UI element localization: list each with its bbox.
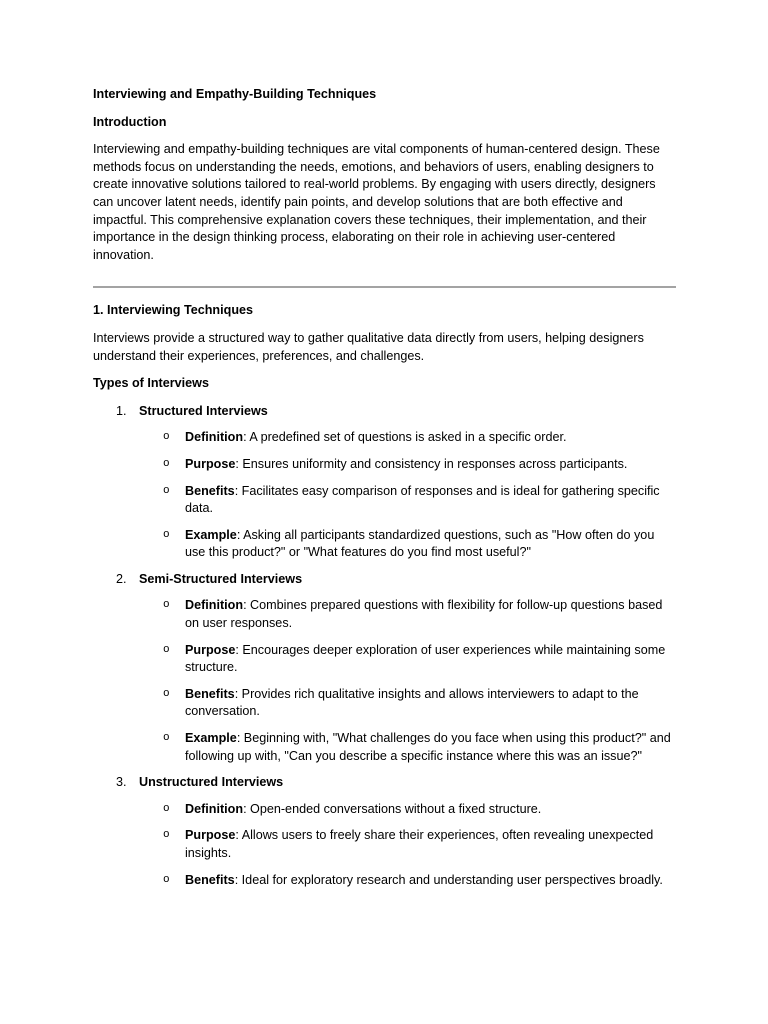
intro-heading: Introduction — [93, 114, 167, 129]
horizontal-divider — [93, 286, 676, 288]
list-item — [163, 872, 676, 890]
sub-list — [93, 801, 676, 889]
interview-type-item — [93, 774, 676, 889]
interview-type-title: Semi-Structured Interviews — [139, 571, 303, 586]
item-label: Purpose — [185, 456, 236, 471]
circle-bullet-icon: o — [163, 528, 170, 541]
document-title: Interviewing and Empathy-Building Techniques — [93, 87, 377, 101]
interview-type-title: Unstructured Interviews — [139, 775, 284, 790]
circle-bullet-icon: o — [163, 457, 170, 470]
list-item — [163, 730, 676, 765]
sub-list — [93, 597, 676, 765]
item-text: : Provides rich qualitative insights and allows interviewers to adapt to the conversation. — [185, 686, 639, 719]
list-item — [163, 483, 676, 518]
list-item — [163, 527, 676, 562]
item-text: : Ideal for exploratory research and understanding user perspectives broadly. — [234, 872, 663, 887]
item-label: Example — [185, 527, 237, 542]
list-number: 3. — [116, 775, 127, 790]
item-label: Benefits — [185, 483, 235, 498]
interview-type-title: Structured Interviews — [139, 403, 268, 418]
circle-bullet-icon: o — [163, 829, 170, 842]
item-text: : Combines prepared questions with flexibility for follow-up questions based on user responses. — [185, 598, 663, 631]
list-item — [163, 801, 676, 819]
list-number: 1. — [116, 403, 127, 418]
list-item — [163, 827, 676, 862]
item-label: Example — [185, 731, 237, 746]
types-heading: Types of Interviews — [93, 376, 209, 391]
item-text: : A predefined set of questions is asked in a specific order. — [243, 430, 567, 445]
interview-type-item — [93, 403, 676, 562]
item-label: Purpose — [185, 642, 236, 657]
interview-type-item — [93, 571, 676, 765]
item-label: Purpose — [185, 828, 236, 843]
circle-bullet-icon: o — [163, 873, 170, 886]
list-item — [163, 642, 676, 677]
list-item — [163, 686, 676, 721]
list-item — [163, 429, 676, 447]
circle-bullet-icon: o — [163, 732, 170, 745]
item-text: : Ensures uniformity and consistency in responses across participants. — [235, 456, 628, 471]
circle-bullet-icon: o — [163, 484, 170, 497]
item-label: Benefits — [185, 872, 235, 887]
item-text: : Allows users to freely share their experiences, often revealing unexpected insights. — [185, 828, 654, 860]
list-item — [163, 456, 676, 474]
item-text: : Beginning with, "What challenges do you face when using this product?" and following up with, "Can you describe a specific instance where this was an issue?" — [185, 731, 671, 763]
intro-paragraph: Interviewing and empathy-building techniques are vital components of human-centered design. These methods focus on understanding the needs, emotions, and behaviors of users, enabling designers to create innovative solutions tailored to real-world problems. By engaging with users directly, designers can uncover latent needs, identify pain points, and develop solutions that are both effective and impactful. This comprehensive explanation covers these techniques, their implementation, and their importance in the design thinking process, elaborating on their role in achieving user-centered innovation. — [93, 142, 660, 262]
section-paragraph: Interviews provide a structured way to gather qualitative data directly from users, helping designers understand their experiences, preferences, and challenges. — [93, 330, 644, 363]
circle-bullet-icon: o — [163, 599, 170, 612]
circle-bullet-icon: o — [163, 802, 170, 815]
circle-bullet-icon: o — [163, 687, 170, 700]
item-label: Benefits — [185, 686, 235, 701]
item-label: Definition — [185, 430, 244, 445]
item-text: : Open-ended conversations without a fixed structure. — [243, 801, 542, 816]
list-number: 2. — [116, 571, 127, 586]
interview-types-list — [93, 403, 676, 889]
item-text: : Encourages deeper exploration of user experiences while maintaining some structure. — [185, 642, 666, 675]
circle-bullet-icon: o — [163, 643, 170, 656]
section-heading: 1. Interviewing Techniques — [93, 303, 254, 318]
item-text: : Facilitates easy comparison of responses and is ideal for gathering specific data. — [185, 483, 660, 516]
item-text: : Asking all participants standardized questions, such as "How often do you use this product?" or "What features do you find most useful?" — [185, 527, 655, 560]
list-item — [163, 597, 676, 632]
item-label: Definition — [185, 801, 244, 816]
sub-list — [93, 429, 676, 562]
item-label: Definition — [185, 598, 244, 613]
circle-bullet-icon: o — [163, 431, 170, 444]
